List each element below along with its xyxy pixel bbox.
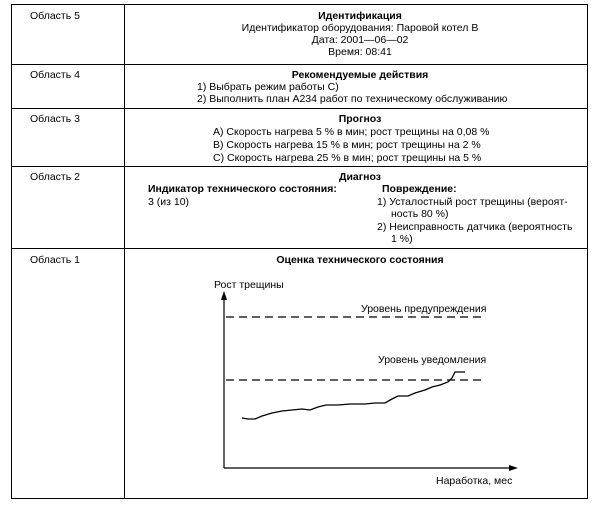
damage-label: Повреждение: — [382, 183, 457, 195]
crack-growth-curve — [242, 372, 465, 419]
forecast-item: А) Скорость нагрева 5 % в мин; рост трещины на 0,08 % — [213, 126, 490, 138]
condition-assessment-title: Оценка технического состояния — [276, 254, 444, 266]
forecast-item: В) Скорость нагрева 15 % в мин; рост трещины на 2 % — [213, 139, 481, 151]
forecast-item: С) Скорость нагрева 25 % в мин; рост трещины на 5 % — [213, 152, 482, 164]
equipment-id-text: Идентификатор оборудования: Паровой котел В — [241, 22, 479, 34]
time-text: Время: 08:41 — [328, 46, 392, 58]
area-label-5: Область 5 — [30, 10, 80, 22]
forecast-title: Прогноз — [338, 113, 382, 125]
x-axis-arrow — [509, 465, 518, 471]
diagnosis-title: Диагноз — [339, 171, 381, 183]
indicator-value: 3 (из 10) — [148, 196, 190, 208]
x-axis-label: Наработка, мес — [436, 475, 513, 487]
area-label-4: Область 4 — [30, 69, 80, 81]
notification-level-label: Уровень уведомления — [378, 354, 487, 366]
damage-item: 1) Усталостный рост трещины (вероят- — [377, 196, 568, 208]
identification-title: Идентификация — [318, 10, 402, 22]
area-label-2: Область 2 — [30, 171, 80, 183]
action-item: 1) Выбрать режим работы С) — [197, 81, 339, 93]
date-text: Дата: 2001—06—02 — [311, 34, 409, 46]
recommended-actions-title: Рекомендуемые действия — [291, 69, 429, 81]
area-label-3: Область 3 — [30, 113, 80, 125]
indicator-label: Индикатор технического состояния: — [148, 183, 337, 195]
warning-level-label: Уровень предупреждения — [361, 303, 487, 315]
area-label-1: Область 1 — [30, 254, 80, 266]
damage-item: 1 %) — [391, 233, 413, 245]
action-item: 2) Выполнить план А234 работ по техническому обслуживанию — [197, 93, 508, 105]
damage-item: 2) Неисправность датчика (вероятность — [377, 221, 573, 233]
y-axis-label: Рост трещины — [214, 279, 284, 291]
y-axis-arrow — [221, 291, 227, 300]
damage-item: ность 80 %) — [391, 208, 449, 220]
